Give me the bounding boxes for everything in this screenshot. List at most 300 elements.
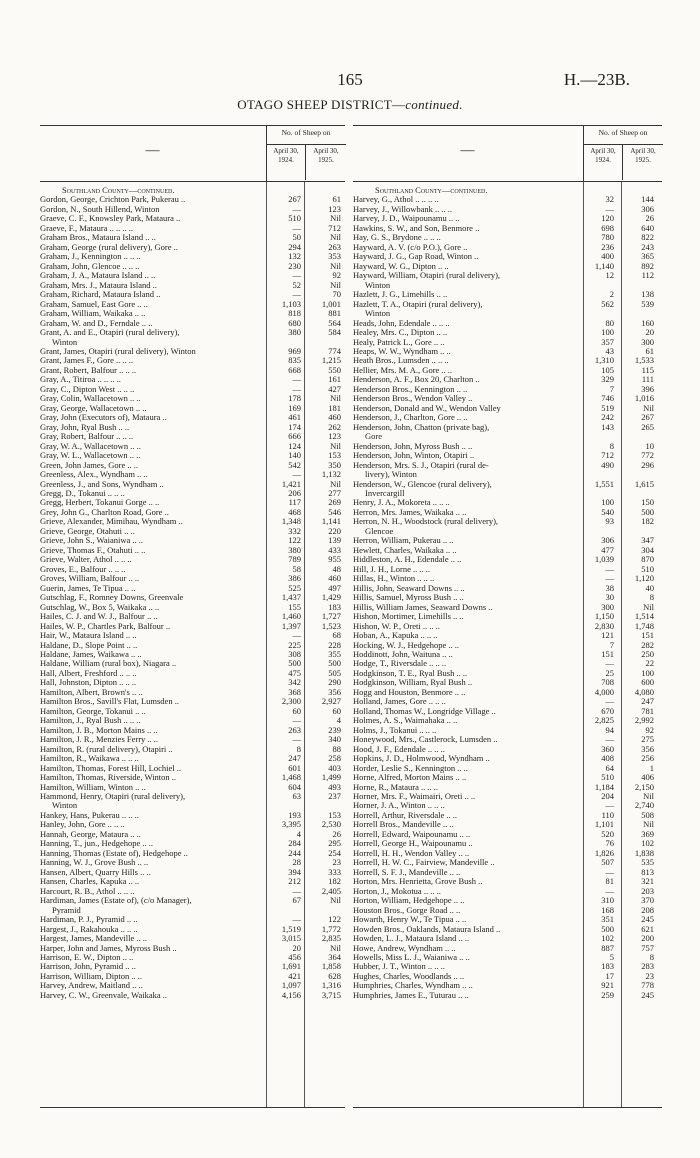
table-row bbox=[353, 962, 662, 971]
table-row bbox=[353, 887, 662, 896]
owner-name: Hillis, William James, Seaward Downs .. bbox=[353, 602, 493, 612]
sheep-1924: 193 bbox=[288, 809, 301, 820]
sheep-1925: 3,715 bbox=[321, 989, 341, 1000]
sheep-1925: 321 bbox=[641, 876, 654, 887]
table-row bbox=[353, 773, 662, 782]
sheep-1925: 304 bbox=[641, 544, 654, 555]
sheep-1924: 666 bbox=[288, 431, 301, 442]
sheep-1924: 540 bbox=[601, 506, 614, 517]
owner-name: Hughes, Charles, Woodlands .. .. bbox=[353, 971, 465, 981]
sheep-1925: 290 bbox=[328, 677, 341, 688]
sheep-1924: 468 bbox=[288, 506, 301, 517]
table-row bbox=[353, 735, 662, 744]
sheep-1924: 168 bbox=[601, 904, 614, 915]
name-column-header: — bbox=[460, 143, 475, 158]
owner-name: Henderson, W., Glencoe (rural delivery), bbox=[353, 479, 492, 489]
owner-name: Hubber, J. T., Winton .. .. .. bbox=[353, 962, 445, 972]
owner-name: Hayward, William, Otapiri (rural delivery), bbox=[353, 271, 501, 281]
owner-name: Graham, W. and D., Ferndale .. .. bbox=[40, 318, 153, 328]
sheep-1924: 8 bbox=[609, 440, 614, 451]
sheep-1925: 123 bbox=[328, 203, 341, 214]
sheep-1925: 182 bbox=[328, 876, 341, 887]
owner-name: Hansen, Charles, Kapuka .. .. bbox=[40, 877, 140, 887]
table-row bbox=[353, 470, 662, 479]
sheep-1925: 181 bbox=[328, 402, 341, 413]
table-row bbox=[353, 489, 662, 498]
sheep-1925: 8 bbox=[649, 951, 654, 962]
sheep-1924: 1,468 bbox=[281, 772, 301, 783]
sheep-1925: 600 bbox=[641, 677, 654, 688]
owner-name: Graham, Mrs. J., Mataura Island .. bbox=[40, 280, 157, 290]
owner-name: Henderson Bros., Wendon Valley .. bbox=[353, 394, 473, 404]
sheep-1925: 269 bbox=[328, 497, 341, 508]
sheep-count-label: No. of Sheep on bbox=[281, 128, 331, 137]
owner-name: Horner, Mrs. F., Waimairi, Oreti .. .. bbox=[353, 792, 476, 801]
sheep-1925: Nil bbox=[330, 213, 341, 224]
owner-name: Haldane, William (rural box), Niagara .. bbox=[40, 659, 177, 669]
sheep-1925: 265 bbox=[641, 421, 654, 432]
owner-name: Horrell, H. W. C., Fairview, Mandeville .. bbox=[353, 858, 495, 868]
sheep-1924: 969 bbox=[288, 345, 301, 356]
sheep-1925: 92 bbox=[332, 270, 341, 281]
table-row bbox=[353, 195, 662, 204]
sheep-1924: — bbox=[292, 734, 301, 745]
owner-name: Graeve, C. F., Knowsley Park, Mataura .. bbox=[40, 214, 181, 224]
sheep-1925: 396 bbox=[641, 383, 654, 394]
sheep-1925: 1 bbox=[649, 762, 654, 773]
sheep-1924: 746 bbox=[601, 393, 614, 404]
sheep-1924: — bbox=[605, 800, 614, 811]
owner-name: Gray, John (Executors of), Mataura .. bbox=[40, 413, 167, 423]
owner-name: Groves, E., Balfour .. .. .. bbox=[40, 564, 126, 574]
sheep-1925: Nil bbox=[330, 393, 341, 404]
owner-name: Howells, Miss L. J., Waianiwa .. .. bbox=[353, 952, 470, 962]
sheep-1925: 813 bbox=[641, 866, 654, 877]
left-table-body bbox=[40, 182, 345, 1108]
sheep-1925: 2,927 bbox=[321, 696, 341, 707]
sheep-1924: — bbox=[605, 563, 614, 574]
owner-name: Graham, George (rural delivery), Gore .. bbox=[40, 242, 178, 252]
table-row bbox=[353, 271, 662, 280]
sheep-1925: 1,533 bbox=[634, 355, 654, 366]
sheep-1924: 456 bbox=[288, 951, 301, 962]
sheep-1924: — bbox=[292, 289, 301, 300]
sheep-1925: 61 bbox=[645, 345, 654, 356]
report-reference: H.—23B. bbox=[563, 70, 630, 89]
sheep-1925: 300 bbox=[641, 336, 654, 347]
owner-name: Hogg and Houston, Benmore .. .. bbox=[353, 687, 466, 697]
sheep-1924: 698 bbox=[601, 222, 614, 233]
sheep-1924: — bbox=[292, 914, 301, 925]
sheep-1925: 1,772 bbox=[321, 923, 341, 934]
owner-name: Hayward, W. G., Dipton .. .. bbox=[353, 261, 449, 271]
table-row bbox=[353, 707, 662, 716]
owner-name: Grieve, John S., Waianiwa .. .. bbox=[40, 536, 144, 546]
sheep-1924: 461 bbox=[288, 412, 301, 423]
sheep-1924: 58 bbox=[292, 563, 301, 574]
owner-name: Graham, J. A., Mataura Island .. .. bbox=[40, 271, 156, 281]
sheep-1925: 640 bbox=[641, 222, 654, 233]
owner-name: Gray, W. A., Wallacetown .. .. bbox=[40, 441, 141, 451]
table-row bbox=[353, 584, 662, 593]
sheep-1925: 151 bbox=[641, 630, 654, 641]
owner-name: Graham, Richard, Mataura Island .. bbox=[40, 290, 161, 300]
left-column bbox=[40, 125, 345, 1108]
table-row bbox=[40, 328, 345, 337]
sheep-1925: 772 bbox=[641, 450, 654, 461]
owner-name: Heaps, W. W., Wyndham .. .. bbox=[353, 346, 451, 356]
owner-name: Hamilton, J. R., Menzies Ferry .. .. bbox=[40, 735, 159, 745]
sheep-1924: 230 bbox=[288, 260, 301, 271]
sheep-1925: 267 bbox=[641, 412, 654, 423]
table-row bbox=[353, 300, 662, 309]
table-row bbox=[353, 650, 662, 659]
owner-name: Hamilton, J. B., Morton Mains .. .. bbox=[40, 725, 158, 735]
owner-name: Gore bbox=[365, 432, 382, 442]
owner-name: Hocking, W. J., Hedgehope .. .. bbox=[353, 640, 460, 650]
owner-name: Heath Bros., Lumsden .. .. .. bbox=[353, 356, 449, 366]
table-row bbox=[353, 252, 662, 261]
table-row bbox=[353, 498, 662, 507]
sheep-1924: 1,460 bbox=[281, 611, 301, 622]
owner-name: Hamilton, J., Ryal Bush .. .. .. bbox=[40, 716, 141, 726]
sheep-1925: Nil bbox=[643, 601, 654, 612]
sheep-1924: 155 bbox=[288, 601, 301, 612]
sheep-1924: 300 bbox=[601, 601, 614, 612]
sheep-1924: 670 bbox=[601, 705, 614, 716]
sheep-1925: 138 bbox=[641, 289, 654, 300]
owner-name: Gray, Colin, Wallacetown .. .. bbox=[40, 394, 141, 404]
sheep-1925: 1,429 bbox=[321, 592, 341, 603]
table-row bbox=[353, 868, 662, 877]
owner-name: Hishon, Mortimer, Limehills .. .. bbox=[353, 612, 464, 622]
sheep-1925: 1,727 bbox=[321, 611, 341, 622]
table-row bbox=[353, 555, 662, 564]
sheep-1925: 500 bbox=[641, 506, 654, 517]
sheep-1924: 562 bbox=[601, 298, 614, 309]
page-title bbox=[0, 97, 700, 113]
sheep-1925: 306 bbox=[641, 203, 654, 214]
owner-name: Hillis, Samuel, Myross Bush .. .. bbox=[353, 593, 464, 603]
table-row bbox=[353, 205, 662, 214]
sheep-1924: 1,348 bbox=[281, 516, 301, 527]
sheep-1925: 61 bbox=[332, 194, 341, 205]
sheep-1925: 250 bbox=[641, 648, 654, 659]
sheep-1925: 23 bbox=[332, 857, 341, 868]
sheep-1924: 151 bbox=[601, 648, 614, 659]
table-row bbox=[353, 612, 662, 621]
sheep-1925: Nil bbox=[330, 260, 341, 271]
sheep-count-label: No. of Sheep on bbox=[598, 128, 648, 137]
sheep-1925: 256 bbox=[641, 753, 654, 764]
sheep-1924: 60 bbox=[292, 705, 301, 716]
sheep-1925: 892 bbox=[641, 260, 654, 271]
owner-name: Harrison, John, Pyramid .. .. bbox=[40, 962, 136, 972]
sheep-1925: Nil bbox=[330, 478, 341, 489]
table-row bbox=[353, 423, 662, 432]
sheep-1924: 206 bbox=[288, 488, 301, 498]
owner-name: Hardiman, James (Estate of), (c/o Manager), bbox=[40, 896, 192, 906]
sheep-1924: 242 bbox=[601, 412, 614, 423]
sheep-1924: 2,825 bbox=[594, 715, 614, 726]
sheep-1924: 780 bbox=[601, 232, 614, 243]
table-row bbox=[353, 849, 662, 858]
sheep-1925: 220 bbox=[328, 525, 341, 536]
owner-name: Gray, W. L., Wallacetown .. .. bbox=[40, 451, 141, 461]
table-row bbox=[353, 972, 662, 981]
owner-name: Honeywood, Mrs., Castlerock, Lumsden .. bbox=[353, 735, 498, 745]
sheep-1925: 160 bbox=[641, 317, 654, 328]
sheep-1925: 1,132 bbox=[321, 469, 341, 480]
owner-name: Hoban, A., Kapuka .. .. .. bbox=[353, 631, 438, 641]
sheep-1924: 1,826 bbox=[594, 847, 614, 858]
owner-name: livery), Winton bbox=[365, 470, 417, 480]
owner-name: Gray, C., Dipton West .. .. .. bbox=[40, 384, 135, 394]
table-row bbox=[353, 442, 662, 451]
sheep-1925: 60 bbox=[332, 705, 341, 716]
sheep-1924: — bbox=[292, 374, 301, 385]
sheep-1924: 1,421 bbox=[281, 478, 301, 489]
sheep-1924: 4,156 bbox=[281, 989, 301, 1000]
sheep-1924: 7 bbox=[609, 639, 614, 650]
sheep-1924: — bbox=[292, 203, 301, 214]
owner-name: Harvey, C. W., Greenvale, Waikaka .. bbox=[40, 990, 168, 1000]
sheep-1924: 310 bbox=[601, 895, 614, 906]
sheep-1925: 353 bbox=[328, 251, 341, 262]
owner-name: Hargest, J., Rakahouka .. .. .. bbox=[40, 924, 138, 934]
owner-name: Henderson, Mrs. S. J., Otapiri (rural de- bbox=[353, 460, 489, 470]
owner-name: Herron, Mrs. James, Waikaka .. .. bbox=[353, 507, 467, 517]
sheep-1924: 421 bbox=[288, 970, 301, 981]
table-row bbox=[353, 622, 662, 631]
owner-name: Harvey, Andrew, Maitland .. .. bbox=[40, 981, 143, 991]
sheep-1924: 5 bbox=[609, 951, 614, 962]
owner-name: Hansen, Albert, Quarry Hills .. .. bbox=[40, 867, 151, 877]
sheep-1925: 68 bbox=[332, 630, 341, 641]
owner-name: Houston Bros., Gorge Road .. .. bbox=[353, 905, 461, 915]
sheep-1925: 508 bbox=[641, 809, 654, 820]
sheep-1924: 267 bbox=[288, 194, 301, 205]
year-1925-header: April 30, 1925. bbox=[622, 144, 663, 180]
sheep-1924: 1,519 bbox=[281, 923, 301, 934]
page-title-continued: continued. bbox=[405, 97, 463, 112]
sheep-1925: 123 bbox=[328, 431, 341, 442]
owner-name: Grieve, Alexander, Mimihau, Wyndham .. bbox=[40, 517, 183, 527]
sheep-1925: 20 bbox=[645, 327, 654, 338]
owner-name: Hamilton, R. (rural delivery), Otapiri .. bbox=[40, 744, 173, 754]
table-row bbox=[353, 925, 662, 934]
owner-name: Henry, J. A., Mokoreta .. .. .. bbox=[353, 498, 450, 508]
owner-name: Heads, John, Edendale .. .. .. bbox=[353, 318, 450, 328]
owner-name: Hazlett, T. A., Otapiri (rural delivery), bbox=[353, 299, 483, 309]
owner-name: Hiddleston, A. H., Edendale .. .. bbox=[353, 555, 462, 565]
sheep-1924: 105 bbox=[601, 364, 614, 375]
table-row bbox=[353, 839, 662, 848]
sheep-1925: 584 bbox=[328, 327, 341, 338]
owner-name: Gutschlag, W., Box 5, Waikaka .. .. bbox=[40, 602, 160, 612]
owner-name: Hodgkinson, William, Ryal Bush .. bbox=[353, 678, 473, 688]
table-row bbox=[353, 981, 662, 990]
sheep-1924: — bbox=[605, 696, 614, 707]
sheep-1925: 1,615 bbox=[634, 478, 654, 489]
year-1924-header: April 30, 1924. bbox=[584, 144, 622, 165]
owner-name: Howden Bros., Oaklands, Mataura Island .. bbox=[353, 924, 501, 934]
sheep-1924: 81 bbox=[605, 876, 614, 887]
sheep-1924: 542 bbox=[288, 459, 301, 470]
owner-name: Horrell, S. F. J., Mandeville .. .. bbox=[353, 867, 461, 877]
sheep-1924: 20 bbox=[292, 942, 301, 953]
owner-name: Harvey, G., Athol .. .. .. .. bbox=[353, 195, 439, 205]
table-row bbox=[353, 783, 662, 792]
sheep-1925: 356 bbox=[328, 686, 341, 697]
owner-name: Hay, G. S., Brydone .. .. .. bbox=[353, 233, 441, 243]
sheep-1924: 178 bbox=[288, 393, 301, 404]
sheep-1924: 1,184 bbox=[594, 781, 614, 792]
table-row bbox=[353, 309, 662, 318]
sheep-1924: — bbox=[605, 203, 614, 214]
owner-name: Gutschlag, F., Romney Downs, Greenvale bbox=[40, 593, 184, 603]
sheep-1924: 25 bbox=[605, 667, 614, 678]
owner-name: Hall, Albert, Freshford .. .. .. bbox=[40, 668, 137, 678]
sheep-1925: 347 bbox=[641, 535, 654, 546]
sheep-1925: 247 bbox=[641, 696, 654, 707]
sheep-1924: 680 bbox=[288, 317, 301, 328]
sheep-1924: 601 bbox=[288, 762, 301, 773]
owner-name: Gray, Robert, Balfour .. .. .. bbox=[40, 432, 134, 442]
sheep-1924: 1,101 bbox=[594, 819, 614, 830]
sheep-1925: 275 bbox=[641, 734, 654, 745]
sheep-1924: 789 bbox=[288, 554, 301, 565]
sheep-1925: 183 bbox=[328, 601, 341, 612]
sheep-1925: 283 bbox=[641, 961, 654, 972]
sheep-1924: 3,015 bbox=[281, 933, 301, 944]
sheep-1925: 535 bbox=[641, 857, 654, 868]
sheep-1925: 564 bbox=[328, 317, 341, 328]
owner-name: Horrell, H. H., Wendon Valley .. .. bbox=[353, 848, 470, 858]
table-row bbox=[353, 745, 662, 754]
sheep-1924: 1,140 bbox=[594, 260, 614, 271]
owner-name: Haldane, D., Slope Point .. .. bbox=[40, 640, 138, 650]
owner-name: Hamilton, George, Tokanui .. .. bbox=[40, 706, 146, 716]
sheep-1925: 355 bbox=[328, 648, 341, 659]
sheep-1924: 2,830 bbox=[594, 620, 614, 631]
sheep-1925: 406 bbox=[641, 772, 654, 783]
owner-name: Hill, J. H., Lorne .. .. .. bbox=[353, 564, 430, 574]
sheep-1925: 4 bbox=[336, 715, 341, 726]
owner-name: Hawkins, S. W., and Son, Benmore .. bbox=[353, 223, 480, 233]
owner-name: Horton, Mrs. Henrietta, Grove Bush .. bbox=[353, 877, 483, 887]
sheep-1925: 1,523 bbox=[321, 620, 341, 631]
owner-name: Howe, Andrew, Wyndham .. .. bbox=[353, 943, 456, 953]
sheep-1924: 30 bbox=[605, 592, 614, 603]
sheep-1924: 604 bbox=[288, 781, 301, 792]
owner-name: Harrison, E. W., Dipton .. .. bbox=[40, 952, 134, 962]
sheep-1925: 1,514 bbox=[634, 611, 654, 622]
owner-name: Horner, J. A., Winton .. .. .. bbox=[353, 801, 445, 811]
sheep-1925: 243 bbox=[641, 241, 654, 252]
table-row bbox=[353, 404, 662, 413]
owner-name: Hamilton Bros., Savill's Flat, Lumsden .. bbox=[40, 697, 179, 707]
table-row bbox=[353, 764, 662, 773]
owner-name: Herron, N. H., Woodstock (rural delivery), bbox=[353, 517, 499, 527]
sheep-1925: 1,215 bbox=[321, 355, 341, 366]
owner-name: Graham, J., Kennington .. .. .. bbox=[40, 252, 141, 262]
sheep-1925: 115 bbox=[641, 364, 654, 375]
owner-name: Haldane, James, Waikawa .. .. bbox=[40, 649, 142, 659]
sheep-1924: 52 bbox=[292, 279, 301, 290]
sheep-1925: 282 bbox=[641, 639, 654, 650]
sheep-1925: 350 bbox=[328, 459, 341, 470]
sheep-1925: 550 bbox=[328, 364, 341, 375]
sheep-1925: 870 bbox=[641, 554, 654, 565]
owner-name: Grieve, George, Otahuti .. .. bbox=[40, 526, 135, 536]
owner-name: Gregg, Herbert, Tokanui Gorge .. .. bbox=[40, 498, 160, 508]
sheep-1925: 200 bbox=[641, 933, 654, 944]
sheep-1924: 1,150 bbox=[594, 611, 614, 622]
sheep-1925: 10 bbox=[645, 440, 654, 451]
sheep-1925: 403 bbox=[328, 762, 341, 773]
sheep-1925: 822 bbox=[641, 232, 654, 243]
owner-name: Pyramid bbox=[52, 905, 81, 915]
owner-name: Winton bbox=[52, 801, 78, 811]
table-row bbox=[353, 820, 662, 829]
sheep-1924: 174 bbox=[288, 421, 301, 432]
table-row bbox=[353, 262, 662, 271]
sheep-1924: 12 bbox=[605, 270, 614, 281]
owner-name: Grey, John G., Charlton Road, Gore .. bbox=[40, 507, 169, 517]
sheep-1924: 28 bbox=[292, 857, 301, 868]
sheep-1924: — bbox=[292, 222, 301, 233]
table-row bbox=[353, 944, 662, 953]
sheep-1924: 712 bbox=[601, 450, 614, 461]
sheep-1924: 67 bbox=[292, 895, 301, 906]
sheep-1925: 262 bbox=[328, 421, 341, 432]
sheep-1924: 380 bbox=[288, 544, 301, 555]
sheep-1925: 881 bbox=[328, 308, 341, 319]
table-row bbox=[353, 451, 662, 460]
sheep-1924: 400 bbox=[601, 251, 614, 262]
sheep-1925: 1,120 bbox=[634, 573, 654, 584]
sheep-1925: Nil bbox=[643, 791, 654, 801]
sheep-1925: 1,001 bbox=[321, 298, 341, 309]
sheep-1924: 132 bbox=[288, 251, 301, 262]
owner-name: Grant, James F., Gore .. .. .. bbox=[40, 356, 134, 366]
sheep-1924: 835 bbox=[288, 355, 301, 366]
sheep-1925: 774 bbox=[328, 345, 341, 356]
sheep-1925: 139 bbox=[328, 535, 341, 546]
sheep-1924: — bbox=[605, 658, 614, 669]
sheep-1925: 228 bbox=[328, 639, 341, 650]
table-row bbox=[353, 413, 662, 422]
owner-name: Glencoe bbox=[365, 526, 394, 536]
sheep-1924: 120 bbox=[601, 213, 614, 224]
owner-name: Horrell, Arthur, Riversdale .. .. bbox=[353, 810, 457, 820]
owner-name: Howden, L. J., Mataura Island .. .. bbox=[353, 934, 470, 944]
sheep-1925: 161 bbox=[328, 374, 341, 385]
table-row bbox=[353, 290, 662, 299]
sheep-1925: 122 bbox=[328, 914, 341, 925]
sheep-1924: 500 bbox=[601, 923, 614, 934]
owner-name: Greenless, Alex., Wyndham .. .. bbox=[40, 470, 148, 480]
sheep-1924: 17 bbox=[605, 970, 614, 981]
sheep-1924: 294 bbox=[288, 241, 301, 252]
sheep-1924: 818 bbox=[288, 308, 301, 319]
sheep-1925: 340 bbox=[328, 734, 341, 745]
sheep-1925: 370 bbox=[641, 895, 654, 906]
owner-name: Harvey, J. D., Waipounamu .. .. bbox=[353, 214, 460, 224]
sheep-1925: Nil bbox=[330, 232, 341, 243]
owner-name: Holms, J., Tokanui .. .. .. bbox=[353, 725, 437, 735]
